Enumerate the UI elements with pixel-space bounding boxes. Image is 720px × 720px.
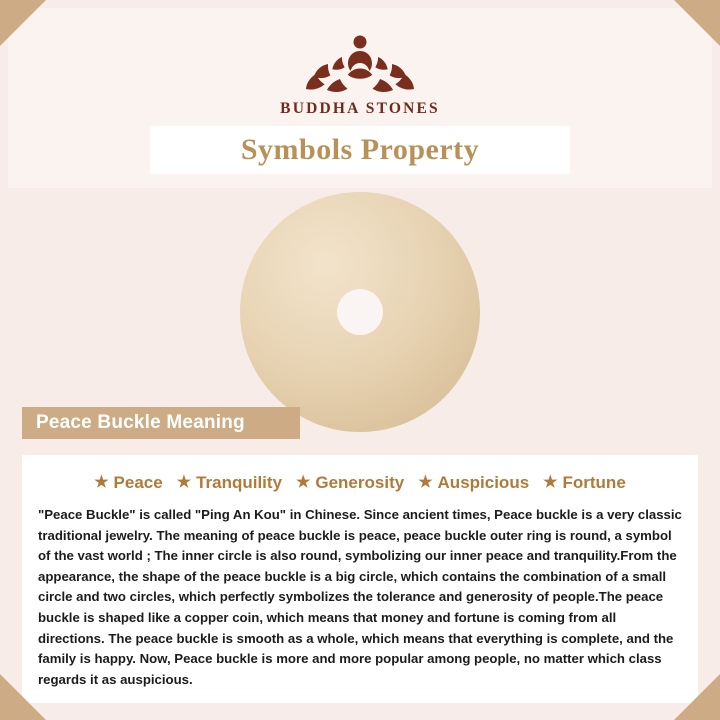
star-icon: ★ bbox=[176, 474, 192, 491]
corner-decoration-top-right bbox=[674, 0, 720, 46]
section-label-bar bbox=[22, 407, 300, 439]
illustration-area bbox=[8, 188, 712, 400]
description-paragraph: "Peace Buckle" is called "Ping An Kou" in Chinese. Since ancient times, Peace buckle is a very classic traditional jewelry. The meaning of peace buckle is peace, peace buckle outer ring is round, a symbol of the vast world ; The inner circle is also round, symbolizing our inner peace and tranquility.From the appearance, the shape of the peace buckle is a big circle, which contains the combination of a small circle and two circles, which perfectly symbolizes the tolerance and generosity of people.The peace buckle is shaped like a copper coin, which means that money and fortune is coming from all directions. The peace buckle is smooth as a whole, which means that everything is complete, and the family is happy. Now, Peace buckle is more and more popular among people, no matter which class regards it as auspicious. bbox=[38, 507, 682, 687]
section-label-text: Peace Buckle Meaning bbox=[36, 412, 245, 433]
keyword-label: Tranquility bbox=[196, 473, 283, 492]
brand-name: BUDDHA STONES bbox=[280, 100, 440, 117]
keyword-label: Generosity bbox=[315, 473, 405, 492]
lotus-meditation-icon bbox=[280, 24, 440, 96]
bottom-strip bbox=[8, 703, 712, 712]
star-icon: ★ bbox=[296, 474, 311, 491]
keyword-label: Fortune bbox=[562, 473, 626, 492]
corner-decoration-bottom-right bbox=[674, 674, 720, 720]
page-title-text: Symbols Property bbox=[240, 133, 480, 166]
keyword-item bbox=[543, 473, 626, 493]
keyword-item bbox=[177, 473, 282, 493]
peace-buckle-disc bbox=[240, 192, 480, 432]
star-icon: ★ bbox=[418, 474, 433, 491]
star-icon: ★ bbox=[94, 474, 109, 491]
corner-decoration-bottom-left bbox=[0, 674, 46, 720]
peace-buckle-hole bbox=[337, 289, 383, 335]
keyword-label: Peace bbox=[113, 473, 163, 492]
content-card bbox=[22, 455, 698, 703]
keyword-item bbox=[94, 473, 163, 493]
keyword-item bbox=[418, 473, 529, 493]
page-title bbox=[150, 126, 570, 174]
star-icon: ★ bbox=[543, 474, 558, 491]
keyword-label: Auspicious bbox=[437, 473, 530, 492]
keyword-item bbox=[296, 473, 404, 493]
corner-decoration-top-left bbox=[0, 0, 46, 46]
brand-logo bbox=[0, 24, 720, 118]
keyword-list bbox=[38, 473, 682, 493]
